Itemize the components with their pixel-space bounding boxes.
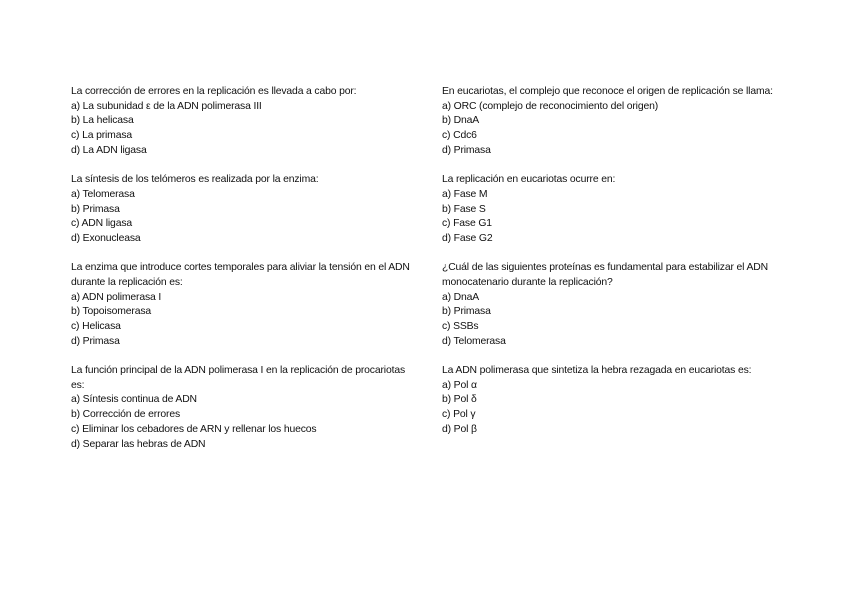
question-block bbox=[71, 85, 416, 159]
question-text: La ADN polimerasa que sintetiza la hebra rezagada en eucariotas es: bbox=[442, 365, 752, 377]
answer-option: c) Pol γ bbox=[442, 409, 476, 421]
left-column bbox=[71, 85, 416, 467]
answer-option: a) Pol α bbox=[442, 379, 477, 391]
question-text: La función principal de la ADN polimerasa I en la replicación de procariotas es: bbox=[71, 365, 405, 391]
answer-option: c) ADN ligasa bbox=[71, 218, 132, 230]
answer-option: d) Primasa bbox=[71, 335, 120, 347]
answer-option: d) Exonucleasa bbox=[71, 232, 141, 244]
answer-option: d) Fase G2 bbox=[442, 232, 493, 244]
answer-option: d) Separar las hebras de ADN bbox=[71, 438, 206, 450]
answer-option: d) Primasa bbox=[442, 144, 491, 156]
answer-option: b) Topoisomerasa bbox=[71, 306, 151, 318]
answer-option: d) La ADN ligasa bbox=[71, 144, 147, 156]
answer-option: b) Fase S bbox=[442, 203, 486, 215]
answer-option: c) Helicasa bbox=[71, 321, 121, 333]
answer-option: a) DnaA bbox=[442, 291, 480, 303]
answer-option: b) Primasa bbox=[442, 306, 491, 318]
answer-option: d) Telomerasa bbox=[442, 335, 506, 347]
answer-option: c) Cdc6 bbox=[442, 130, 477, 142]
question-text: La síntesis de los telómeros es realizada por la enzima: bbox=[71, 174, 319, 186]
question-block bbox=[71, 364, 416, 452]
answer-option: a) Telomerasa bbox=[71, 188, 135, 200]
question-text: ¿Cuál de las siguientes proteínas es fundamental para estabilizar el ADN monocatenario durante la replicación? bbox=[442, 262, 768, 288]
question-block bbox=[71, 173, 416, 247]
answer-option: a) Fase M bbox=[442, 188, 488, 200]
answer-option: c) Eliminar los cebadores de ARN y rellenar los huecos bbox=[71, 423, 317, 435]
answer-option: a) Síntesis continua de ADN bbox=[71, 394, 197, 406]
question-block bbox=[442, 173, 782, 247]
answer-option: c) SSBs bbox=[442, 321, 479, 333]
answer-option: c) La primasa bbox=[71, 130, 132, 142]
question-text: La enzima que introduce cortes temporales para aliviar la tensión en el ADN durante la replicación es: bbox=[71, 262, 410, 288]
answer-option: b) Corrección de errores bbox=[71, 409, 181, 421]
question-block bbox=[442, 364, 782, 438]
answer-option: a) ADN polimerasa I bbox=[71, 291, 162, 303]
answer-option: b) Primasa bbox=[71, 203, 120, 215]
question-block bbox=[71, 261, 416, 349]
answer-option: b) Pol δ bbox=[442, 394, 477, 406]
answer-option: a) ORC (complejo de reconocimiento del origen) bbox=[442, 100, 659, 112]
answer-option: d) Pol β bbox=[442, 423, 477, 435]
right-column bbox=[442, 85, 782, 452]
question-text: En eucariotas, el complejo que reconoce el origen de replicación se llama: bbox=[442, 86, 773, 97]
answer-option: a) La subunidad ε de la ADN polimerasa III bbox=[71, 100, 262, 112]
answer-option: b) DnaA bbox=[442, 115, 480, 127]
question-text: La corrección de errores en la replicación es llevada a cabo por: bbox=[71, 86, 357, 97]
question-text: La replicación en eucariotas ocurre en: bbox=[442, 174, 616, 186]
question-block bbox=[442, 261, 782, 349]
question-block bbox=[442, 85, 782, 159]
answer-option: c) Fase G1 bbox=[442, 218, 492, 230]
answer-option: b) La helicasa bbox=[71, 115, 134, 127]
